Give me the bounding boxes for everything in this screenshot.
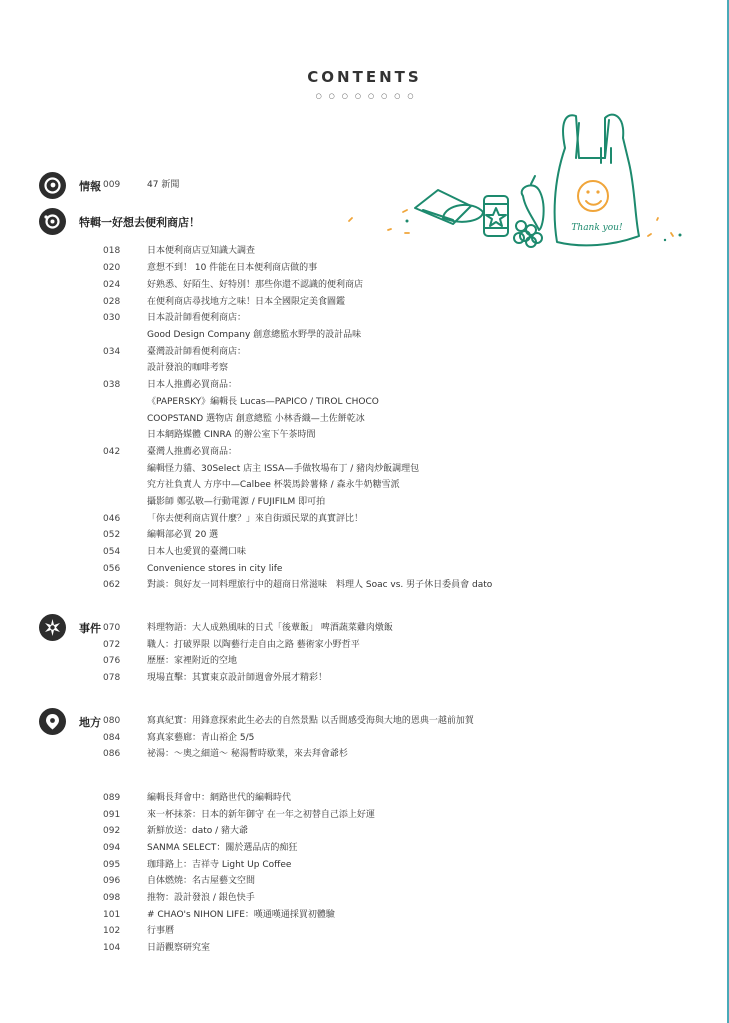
page-number: 052 [103, 530, 121, 540]
page-number: 104 [103, 943, 121, 953]
toc-entry[interactable] [103, 346, 246, 358]
page-number: 086 [103, 749, 121, 759]
page-number: 030 [103, 313, 121, 323]
toc-entry[interactable] [103, 748, 348, 760]
entry-title: # CHAO's NIHON LIFE：嘆通嘆通採買初體驗 [147, 910, 335, 920]
entry-title: 47 新聞 [147, 180, 180, 190]
entry-title: 珈琲路上：吉祥寺 Light Up Coffee [147, 860, 292, 870]
entry-title: 編輯長拜會中：網路世代的編輯時代 [147, 793, 292, 803]
entry-title: 行事曆 [147, 926, 175, 936]
page-number: 101 [103, 910, 121, 920]
entry-title: 推物：設計發浪 / 銀色快手 [147, 893, 255, 903]
entry-title: Convenience stores in city life [147, 564, 283, 574]
toc-entry[interactable] [103, 513, 363, 525]
toc-entry[interactable] [103, 296, 345, 308]
map-pin-icon [39, 708, 66, 735]
toc-entry[interactable] [103, 563, 282, 575]
toc-entry[interactable] [103, 622, 393, 634]
entry-title: 料理物語：大人成熟風味的日式「後蕈飯」 啤酒蔬菜雞肉燉飯 [147, 623, 393, 633]
page-number: 096 [103, 876, 121, 886]
toc-entry[interactable] [103, 279, 363, 291]
entry-subline: 《PAPERSKY》編輯長 Lucas—PAPICO / TIROL CHOCO [147, 397, 379, 407]
toc-entry[interactable] [103, 379, 237, 391]
entry-title: 好熟悉、好陌生、好特別！那些你還不認識的便利商店 [147, 280, 364, 290]
page-number: 070 [103, 623, 121, 633]
section-label-local: 地方 [79, 716, 101, 729]
page-number: 054 [103, 547, 121, 557]
page-number: 009 [103, 180, 121, 190]
page-number: 056 [103, 564, 121, 574]
page-number: 084 [103, 733, 121, 743]
entry-title: 意想不到！ 10 件能在日本便利商店做的事 [147, 263, 318, 273]
toc-entry[interactable] [103, 655, 237, 667]
entry-title: 自体燃燒：名古屋藝文空間 [147, 876, 256, 886]
entry-title: 祕湯：～奧之細道～ 秘湯暫時歇業，來去拜會爺杉 [147, 749, 348, 759]
toc-entry[interactable] [103, 262, 317, 274]
entry-title: 臺灣人推薦必買商品： [147, 447, 238, 457]
entry-title: 日本便利商店豆知識大調查 [147, 246, 256, 256]
page-number: 076 [103, 656, 121, 666]
toc-entry[interactable] [103, 732, 254, 744]
page-number: 018 [103, 246, 121, 256]
entry-title: 職人：打破界限 以陶藝行走自由之路 藝術家小野哲平 [147, 640, 360, 650]
page-number: 102 [103, 926, 121, 936]
contents-header [0, 68, 729, 100]
page-number: 089 [103, 793, 121, 803]
page-number: 062 [103, 580, 121, 590]
entry-title: SANMA SELECT：關於選品店的痴狂 [147, 843, 298, 853]
page-number: 046 [103, 514, 121, 524]
entry-title: 「你去便利商店買什麼？」來自街頭民眾的真實評比！ [147, 514, 364, 524]
entry-title: 寫真家藝廊：青山裕企 5/5 [147, 733, 255, 743]
toc-entry[interactable] [103, 546, 246, 558]
entry-title: 寫真紀實：用鋒意探索此生必去的自然景點 以舌間感受海與大地的恩典一越前加賀 [147, 716, 474, 726]
entry-title: 日本人推薦必買商品： [147, 380, 238, 390]
page-number: 028 [103, 297, 121, 307]
entry-title: 編輯部必買 20 選 [147, 530, 219, 540]
toc-entry[interactable] [103, 446, 237, 458]
entry-subline: 攝影師 鄭弘敬—行動電源 / FUJIFILM 即可拍 [147, 497, 326, 507]
toc-entry[interactable] [103, 639, 360, 651]
toc-entry[interactable] [103, 792, 291, 804]
toc-entry[interactable] [103, 875, 255, 887]
toc-entry[interactable] [103, 892, 255, 904]
entry-title: 日語觀察研究室 [147, 943, 211, 953]
bag-thank-you-text: Thank you! [571, 223, 623, 233]
toc-entry[interactable] [103, 672, 327, 684]
entry-subline: 日本網路媒體 CINRA 的辦公室下午茶時間 [147, 430, 316, 440]
toc-entry[interactable] [103, 179, 179, 191]
toc-entry[interactable] [103, 909, 335, 921]
toc-entry[interactable] [103, 859, 291, 871]
page-title: CONTENTS [307, 68, 422, 86]
page-number: 080 [103, 716, 121, 726]
entry-title: 對談：與好友一同料理旅行中的超商日常滋味 料理人 Soac vs. 男子休日委員會 dato [147, 580, 493, 590]
section-label-news: 情報 [79, 180, 101, 193]
toc-entry[interactable] [103, 715, 474, 727]
toc-entry[interactable] [103, 809, 375, 821]
page-number: 072 [103, 640, 121, 650]
page-number: 091 [103, 810, 121, 820]
entry-subline: 編輯怪力貓、30Select 店主 ISSA—手做牧場布丁 / 豬肉炒飯調理包 [147, 464, 420, 474]
entry-title: 來一杯抹茶：日本的新年御守 在一年之初替自己添上好運 [147, 810, 375, 820]
page-number: 042 [103, 447, 121, 457]
toc-entry[interactable] [103, 842, 297, 854]
page-number: 078 [103, 673, 121, 683]
toc-entry[interactable] [103, 312, 246, 324]
page-number: 024 [103, 280, 121, 290]
page-number: 092 [103, 826, 121, 836]
toc-entry[interactable] [103, 579, 492, 591]
toc-entry[interactable] [103, 925, 174, 937]
entry-subline: 究方社負責人 方序中—Calbee 杯裝馬鈴薯條 / 森永牛奶糖雪派 [147, 480, 400, 490]
section-label-events: 事件 [79, 622, 101, 635]
page-number: 038 [103, 380, 121, 390]
page-number: 034 [103, 347, 121, 357]
entry-title: 日本設計師看便利商店： [147, 313, 247, 323]
toc-entry[interactable] [103, 942, 210, 954]
entry-title: 臺灣設計師看便利商店： [147, 347, 247, 357]
entry-title: 新鮮放送：dato / 豬大爺 [147, 826, 249, 836]
section-label-feature: 特輯一好想去便利商店！ [79, 216, 200, 229]
entry-subline: 設計發浪的咖啡考察 [147, 363, 229, 373]
page-number: 020 [103, 263, 121, 273]
page-number: 095 [103, 860, 121, 870]
entry-title: 現場直擊：其實東京設計師週會外展才精彩！ [147, 673, 328, 683]
page-number: 098 [103, 893, 121, 903]
events-star-icon [39, 614, 66, 641]
page-number: 094 [103, 843, 121, 853]
toc-entry[interactable] [103, 825, 248, 837]
entry-subline: Good Design Company 創意總監水野學的設計品味 [147, 330, 362, 340]
title-dots-decoration: ○○○○○○○○ [315, 92, 421, 100]
entry-subline: COOPSTAND 選物店 創意總監 小林香織—土佐餅乾冰 [147, 414, 365, 424]
convenience-store-illustration [343, 108, 693, 262]
feature-cog-icon [39, 208, 66, 235]
entry-title: 歷歷：家裡附近的空地 [147, 656, 238, 666]
eye-icon [39, 172, 66, 199]
entry-title: 日本人也愛買的臺灣口味 [147, 547, 247, 557]
toc-entry[interactable] [103, 529, 218, 541]
entry-title: 在便利商店尋找地方之味！日本全國限定美食圖鑑 [147, 297, 346, 307]
toc-entry[interactable] [103, 245, 255, 257]
